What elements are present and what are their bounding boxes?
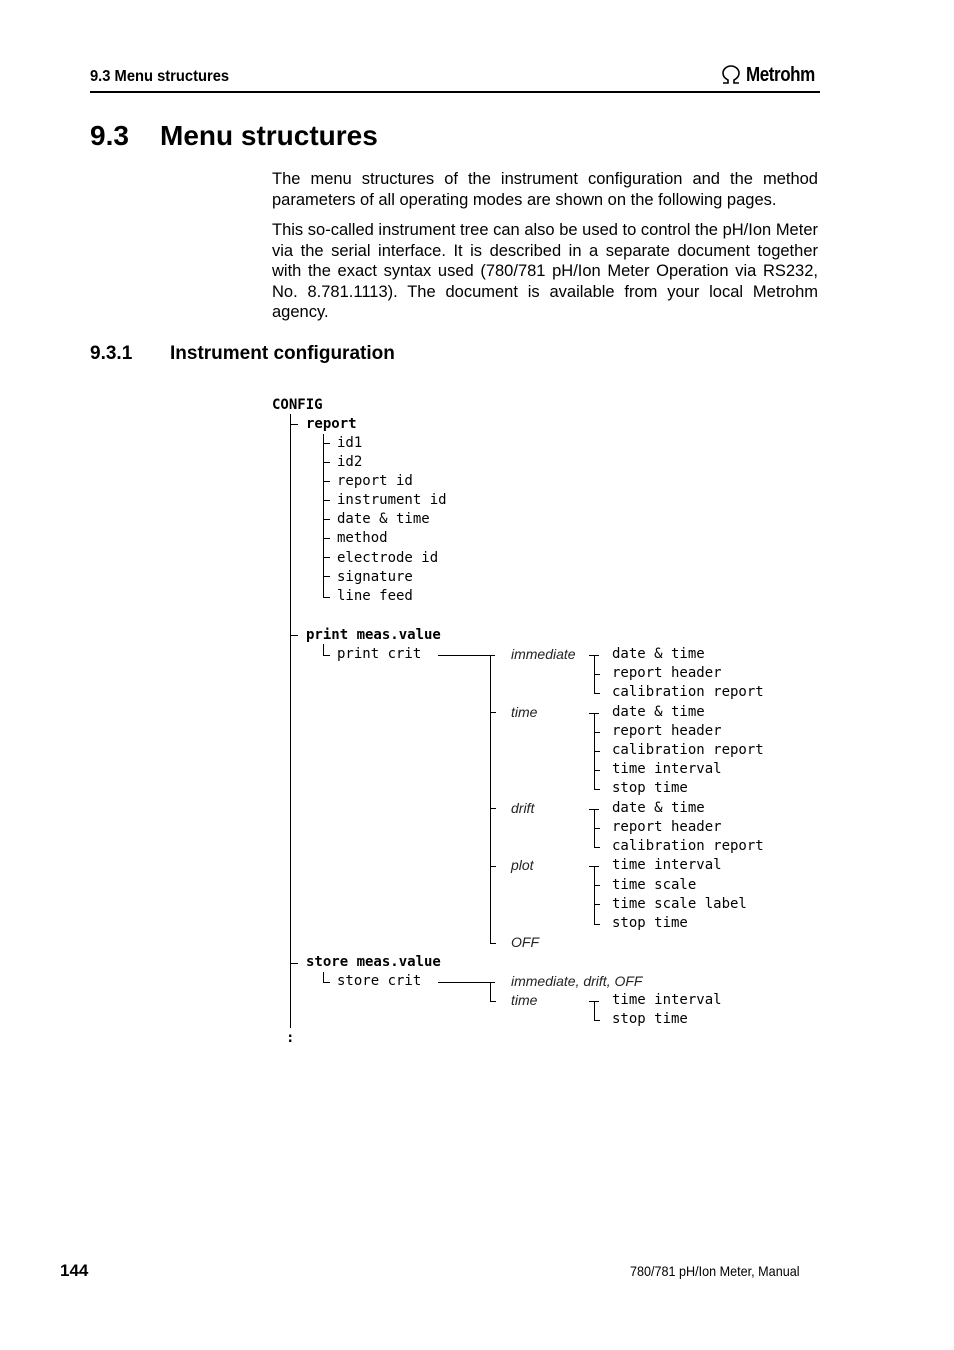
report-item: date & time — [337, 511, 430, 527]
store-crit: store crit — [337, 973, 422, 989]
print-option: plot — [511, 857, 534, 873]
store-option: immediate, drift, OFF — [511, 973, 643, 989]
option-item: report header — [612, 723, 722, 739]
tree-node-print-meas-value: print meas.value — [306, 627, 441, 643]
tree-node-report: report — [306, 416, 357, 432]
option-item: date & time — [612, 800, 705, 816]
intro-paragraph-1: The menu structures of the instrument configuration and the method parameters of all operating modes are shown on the following pages. — [272, 170, 818, 209]
brand-logo — [720, 62, 827, 88]
tree-continuation: : — [286, 1030, 295, 1046]
report-item: electrode id — [337, 550, 439, 566]
print-option: OFF — [511, 934, 539, 950]
option-item: time scale label — [612, 896, 747, 912]
tree-node-store-meas-value: store meas.value — [306, 954, 441, 970]
option-item: calibration report — [612, 684, 764, 700]
report-item: method — [337, 530, 388, 546]
option-item: date & time — [612, 704, 705, 720]
option-item: calibration report — [612, 838, 764, 854]
option-item: time scale — [612, 877, 697, 893]
manual-title: 780/781 pH/Ion Meter, Manual — [630, 1263, 800, 1279]
running-header-title: 9.3 Menu structures — [90, 68, 230, 85]
page-number: 144 — [60, 1261, 89, 1280]
option-item: stop time — [612, 780, 688, 796]
subsection-heading — [90, 343, 395, 365]
option-item: time interval — [612, 857, 722, 873]
option-item: stop time — [612, 915, 688, 931]
option-item: report header — [612, 819, 722, 835]
print-option: time — [511, 704, 538, 720]
header-rule — [90, 91, 820, 93]
option-item: calibration report — [612, 742, 764, 758]
report-item: signature — [337, 569, 413, 585]
brand-name: Metrohm — [746, 63, 815, 86]
option-item: stop time — [612, 1011, 688, 1027]
omega-icon — [720, 65, 742, 85]
subsection-number: 9.3.1 — [90, 343, 133, 364]
report-item: line feed — [337, 588, 413, 604]
print-option: immediate — [511, 646, 576, 662]
report-item: id2 — [337, 454, 363, 470]
store-option: time — [511, 992, 538, 1008]
report-item: id1 — [337, 435, 363, 451]
option-item: report header — [612, 665, 722, 681]
option-item: date & time — [612, 646, 705, 662]
print-crit: print crit — [337, 646, 422, 662]
option-item: time interval — [612, 761, 722, 777]
section-title: Menu structures — [160, 120, 378, 151]
report-item: report id — [337, 473, 413, 489]
section-heading — [90, 120, 378, 152]
tree-root: CONFIG — [272, 397, 323, 413]
intro-paragraph-2: This so-called instrument tree can also be used to control the pH/Ion Meter via the serial interface. It is described in a separate document together with the exact syntax used (780/781 pH/Ion Meter Operation via RS232, No. 8.781.1113). The document is available from your local Metrohm agency. — [272, 221, 818, 321]
section-number: 9.3 — [90, 120, 129, 151]
subsection-title: Instrument configuration — [170, 343, 395, 364]
option-item: time interval — [612, 992, 722, 1008]
report-item: instrument id — [337, 492, 447, 508]
print-option: drift — [511, 800, 535, 816]
